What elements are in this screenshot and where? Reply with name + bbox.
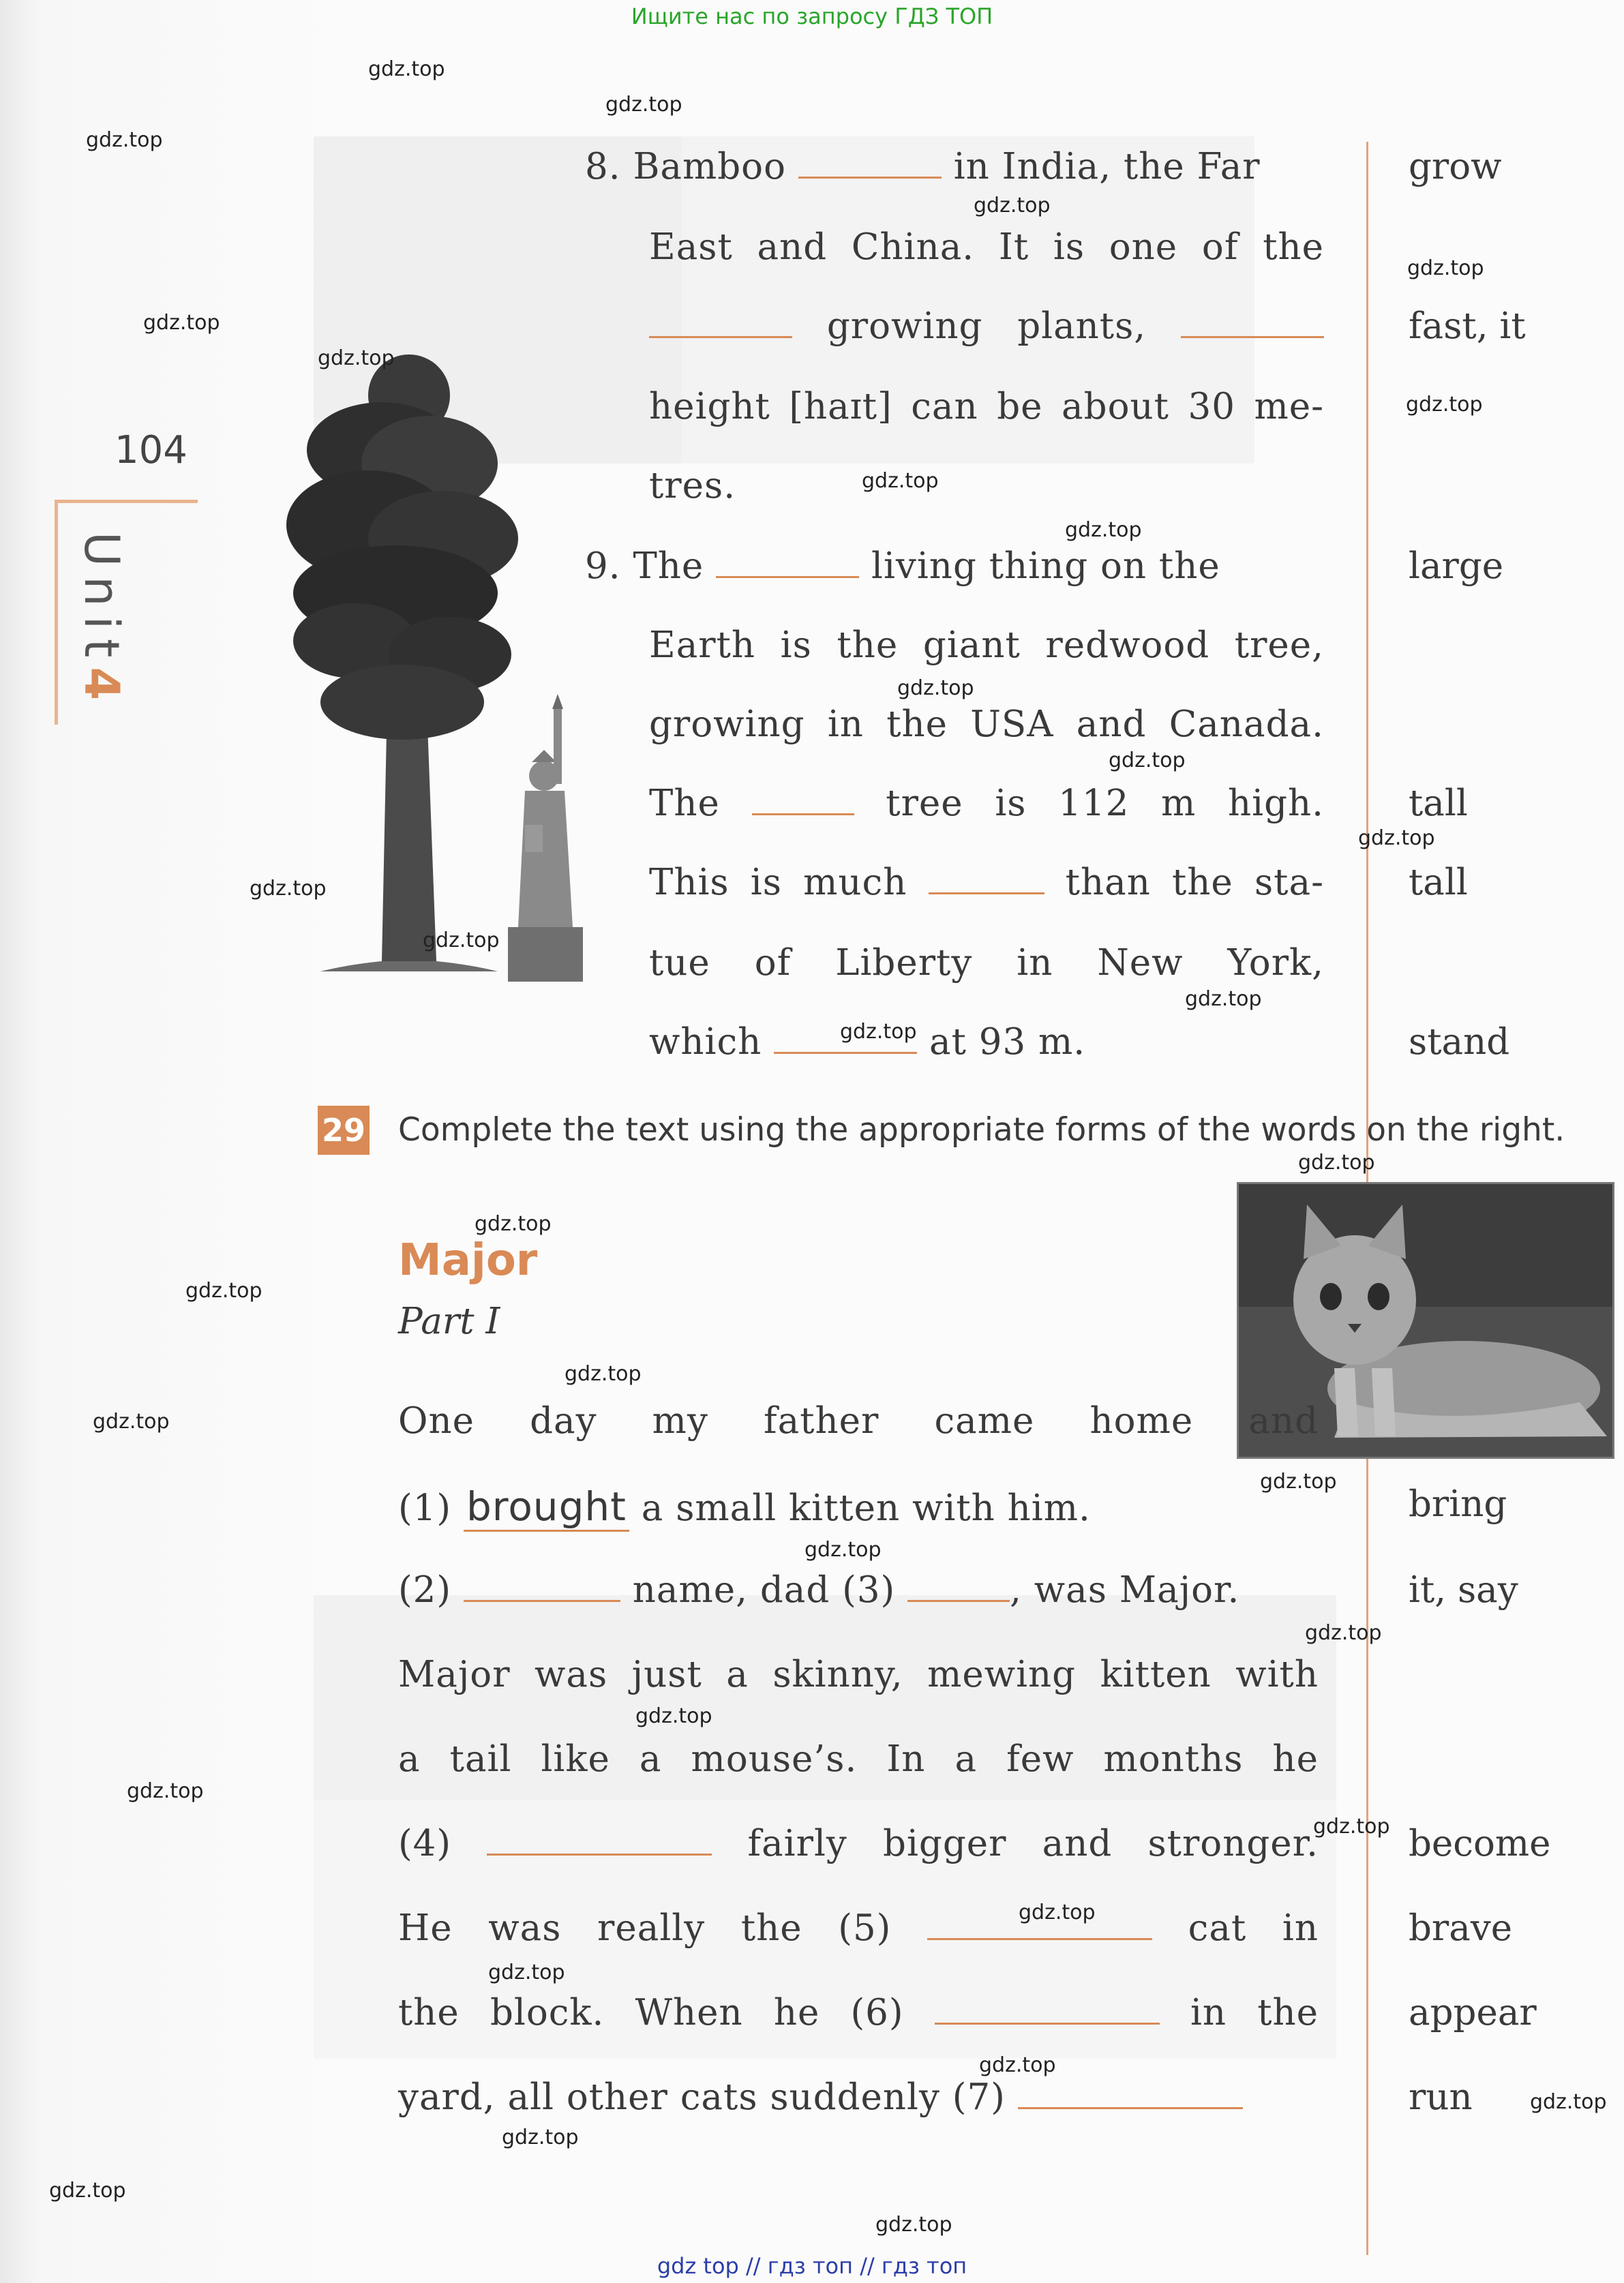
watermark: gdz.top xyxy=(875,2213,952,2237)
watermark: gdz.top xyxy=(635,1704,712,1728)
answer-blank[interactable] xyxy=(907,1569,1010,1602)
text: , was Major. xyxy=(1010,1569,1240,1612)
watermark: gdz.top xyxy=(127,1779,204,1803)
watermark: gdz.top xyxy=(1109,749,1186,772)
answer-blank[interactable] xyxy=(1018,2076,1243,2109)
word-clue: large xyxy=(1409,545,1504,587)
ex28-item9-line6: tue of Liberty in New York, xyxy=(649,942,1324,984)
watermark: gdz.top xyxy=(1019,1901,1096,1924)
watermark: gdz.top xyxy=(502,2126,579,2149)
word-clue: brave xyxy=(1409,1907,1513,1949)
ex28-item9-line3: growing in the USA and Canada. xyxy=(649,704,1324,745)
text: The xyxy=(633,545,704,588)
watermark: gdz.top xyxy=(475,1212,552,1236)
watermark: gdz.top xyxy=(86,128,163,152)
watermark: gdz.top xyxy=(93,1410,170,1434)
story-line-5: a tail like a mouse’s. In a few months he xyxy=(398,1738,1319,1780)
word-clue: grow xyxy=(1409,146,1502,187)
answer-blank[interactable] xyxy=(487,1823,712,1856)
watermark: gdz.top xyxy=(1298,1151,1375,1175)
page-number: 104 xyxy=(115,428,187,472)
answer-blank[interactable] xyxy=(649,305,792,338)
item-number: 9. xyxy=(585,545,621,588)
story-line-2 xyxy=(398,1483,1091,1530)
item-number: 8. xyxy=(585,146,621,188)
answer-blank[interactable] xyxy=(1181,305,1324,338)
text: Bamboo xyxy=(633,146,786,188)
watermark: gdz.top xyxy=(143,311,220,335)
text: cat in xyxy=(1188,1907,1319,1950)
word-clue: become xyxy=(1409,1823,1551,1864)
exercise-number-badge: 29 xyxy=(318,1106,370,1155)
text: yard, all other cats suddenly (7) xyxy=(398,2076,1006,2119)
answer-blank[interactable] xyxy=(929,862,1044,894)
word-clue: appear xyxy=(1409,1992,1537,2033)
watermark: gdz.top xyxy=(1065,518,1142,542)
text: This is much xyxy=(649,862,907,904)
watermark: gdz.top xyxy=(565,1362,642,1386)
ex28-item8-line3 xyxy=(649,305,1324,347)
ex28-item9-line4 xyxy=(649,783,1324,824)
ex28-item9-line1 xyxy=(585,545,1220,587)
story-line-7 xyxy=(398,1907,1319,1949)
watermark: gdz.top xyxy=(1407,256,1484,280)
text: a small kitten with him. xyxy=(641,1487,1091,1529)
story-line-3 xyxy=(398,1569,1239,1611)
watermark: gdz.top xyxy=(185,1279,262,1303)
answer-blank[interactable] xyxy=(464,1569,620,1602)
answer-blank[interactable] xyxy=(716,545,859,578)
word-clue: run xyxy=(1409,2076,1473,2118)
text: in India, the Far xyxy=(953,146,1261,188)
answer-blank[interactable] xyxy=(752,783,854,815)
watermark: gdz.top xyxy=(1185,987,1262,1011)
watermark: gdz.top xyxy=(974,194,1051,217)
handwritten-answer[interactable]: brought xyxy=(464,1483,629,1532)
ex28-item8-line4: height [haɪt] can be about 30 me- xyxy=(649,386,1324,427)
word-clue: stand xyxy=(1409,1021,1510,1063)
word-clue: tall xyxy=(1409,783,1468,824)
story-line-8 xyxy=(398,1992,1319,2033)
watermark: gdz.top xyxy=(1358,826,1435,850)
story-line-1: One day my father came home and xyxy=(398,1400,1319,1442)
ex28-item8-line5: tres. xyxy=(649,465,736,507)
text: fairly bigger and stronger. xyxy=(747,1823,1319,1865)
text: living thing on the xyxy=(871,545,1220,588)
text: growing plants, xyxy=(826,305,1147,348)
watermark: gdz.top xyxy=(250,877,327,901)
unit-word: Unit xyxy=(74,532,130,667)
story-title: Major xyxy=(398,1235,538,1286)
ex28-item9-line5 xyxy=(649,862,1324,903)
top-banner[interactable]: Ищите нас по запросу ГДЗ ТОП xyxy=(631,3,993,29)
answer-blank[interactable] xyxy=(935,1992,1160,2025)
bottom-banner[interactable]: gdz top // гдз топ // гдз топ xyxy=(657,2253,967,2279)
watermark: gdz.top xyxy=(862,469,939,493)
watermark: gdz.top xyxy=(979,2053,1056,2077)
ex28-item8-line2: East and China. It is one of the xyxy=(649,226,1324,268)
story-part: Part I xyxy=(398,1301,500,1342)
exercise-instruction: Complete the text using the appropriate forms of the words on the right. xyxy=(398,1111,1565,1149)
story-line-4: Major was just a skinny, mewing kitten with xyxy=(398,1654,1319,1695)
watermark: gdz.top xyxy=(1313,1815,1390,1839)
text: which xyxy=(649,1021,762,1063)
answer-blank[interactable] xyxy=(798,146,942,179)
watermark: gdz.top xyxy=(1260,1470,1337,1494)
text: than the sta- xyxy=(1065,862,1324,904)
watermark: gdz.top xyxy=(488,1961,565,1984)
watermark: gdz.top xyxy=(897,676,974,700)
story-line-9 xyxy=(398,2076,1243,2118)
watermark: gdz.top xyxy=(49,2179,126,2203)
watermark: gdz.top xyxy=(1530,2090,1607,2114)
text: The xyxy=(649,783,720,825)
word-clue: it, say xyxy=(1409,1569,1518,1611)
text: (2) xyxy=(398,1569,452,1612)
story-line-6 xyxy=(398,1823,1319,1864)
text: (4) xyxy=(398,1823,452,1865)
text: (1) xyxy=(398,1487,452,1529)
text: in the xyxy=(1190,1992,1319,2034)
ex28-item9-line2: Earth is the giant redwood tree, xyxy=(649,624,1324,666)
unit-label xyxy=(74,532,130,710)
watermark: gdz.top xyxy=(805,1538,882,1562)
word-clue: tall xyxy=(1409,862,1468,903)
watermark: gdz.top xyxy=(423,928,500,952)
text: at 93 m. xyxy=(929,1021,1086,1063)
watermark: gdz.top xyxy=(368,57,445,81)
word-clue: bring xyxy=(1409,1483,1507,1525)
text: the block. When he (6) xyxy=(398,1992,904,2034)
watermark: gdz.top xyxy=(605,93,682,117)
text: tree is 112 m high. xyxy=(886,783,1324,825)
watermark: gdz.top xyxy=(318,346,395,370)
text: He was really the (5) xyxy=(398,1907,892,1950)
unit-rule xyxy=(55,500,198,503)
word-clue: fast, it xyxy=(1409,305,1526,347)
text: name, dad (3) xyxy=(632,1569,896,1612)
watermark: gdz.top xyxy=(1406,393,1483,417)
ex28-item8-line1 xyxy=(585,146,1261,187)
watermark: gdz.top xyxy=(1305,1621,1382,1645)
watermark: gdz.top xyxy=(840,1020,917,1044)
unit-rule-vertical xyxy=(55,500,58,725)
unit-number: 4 xyxy=(74,667,130,710)
